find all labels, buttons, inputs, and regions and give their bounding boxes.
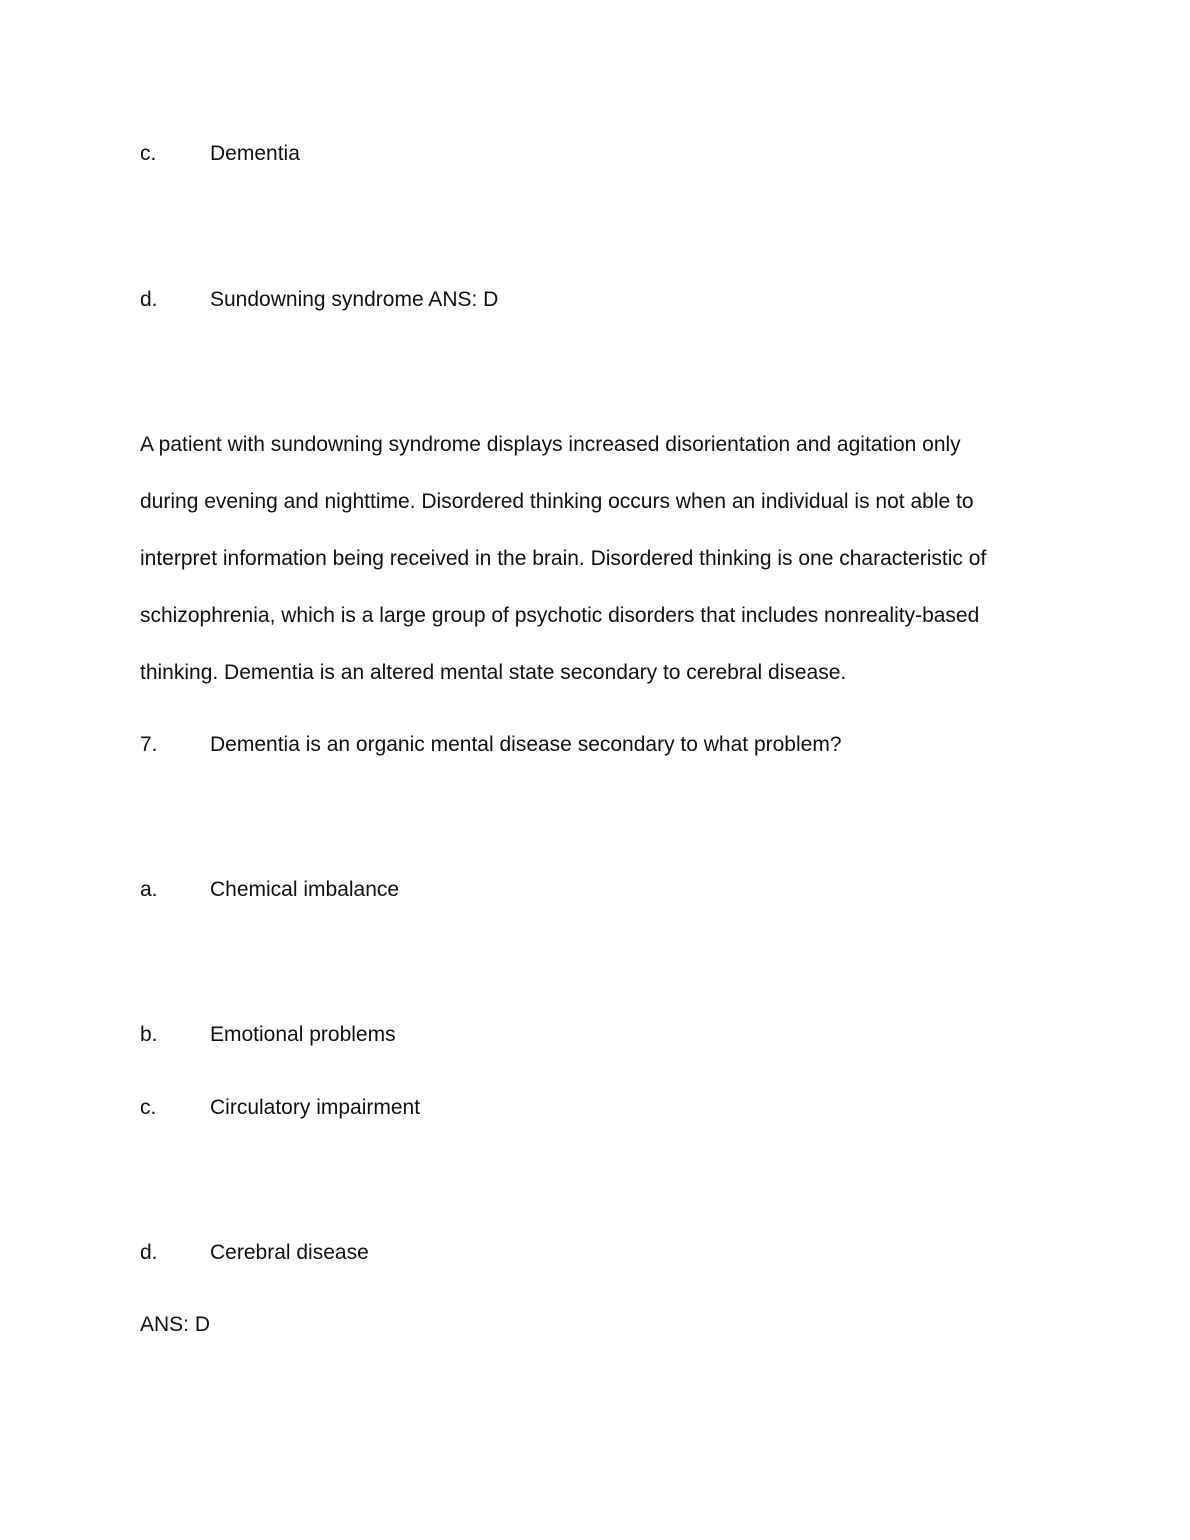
question-7-stem — [140, 731, 842, 759]
option-letter: c. — [140, 142, 157, 165]
question-text: Dementia is an organic mental disease secondary to what problem? — [210, 733, 842, 756]
answer-key: ANS: D — [140, 1313, 211, 1336]
option-text: Chemical imbalance — [210, 878, 400, 901]
option-text: Emotional problems — [210, 1023, 396, 1046]
option-text: Dementia — [210, 142, 300, 165]
option-d-cerebral-disease — [140, 1239, 369, 1267]
option-text: Sundowning syndrome ANS: D — [210, 288, 499, 311]
option-c-circulatory-impairment — [140, 1094, 420, 1122]
option-letter: d. — [140, 1241, 158, 1264]
question-number: 7. — [140, 733, 158, 756]
rationale-line: during evening and nighttime. Disordered thinking occurs when an individual is not able to — [140, 490, 974, 513]
option-c-dementia — [140, 140, 300, 168]
option-letter: c. — [140, 1096, 157, 1119]
rationale-line: schizophrenia, which is a large group of psychotic disorders that includes nonreality-based — [140, 604, 980, 627]
option-letter: d. — [140, 288, 158, 311]
option-text: Circulatory impairment — [210, 1096, 421, 1119]
rationale-line: interpret information being received in the brain. Disordered thinking is one characteristic of — [140, 547, 987, 570]
rationale-line: A patient with sundowning syndrome displays increased disorientation and agitation only — [140, 433, 961, 456]
option-d-sundowning — [140, 286, 498, 314]
option-text: Cerebral disease — [210, 1241, 369, 1264]
option-letter: b. — [140, 1023, 158, 1046]
rationale-paragraph — [140, 416, 1040, 701]
option-letter: a. — [140, 878, 158, 901]
option-a-chemical-imbalance — [140, 876, 399, 904]
option-b-emotional-problems — [140, 1021, 396, 1049]
rationale-line: thinking. Dementia is an altered mental state secondary to cerebral disease. — [140, 661, 847, 684]
